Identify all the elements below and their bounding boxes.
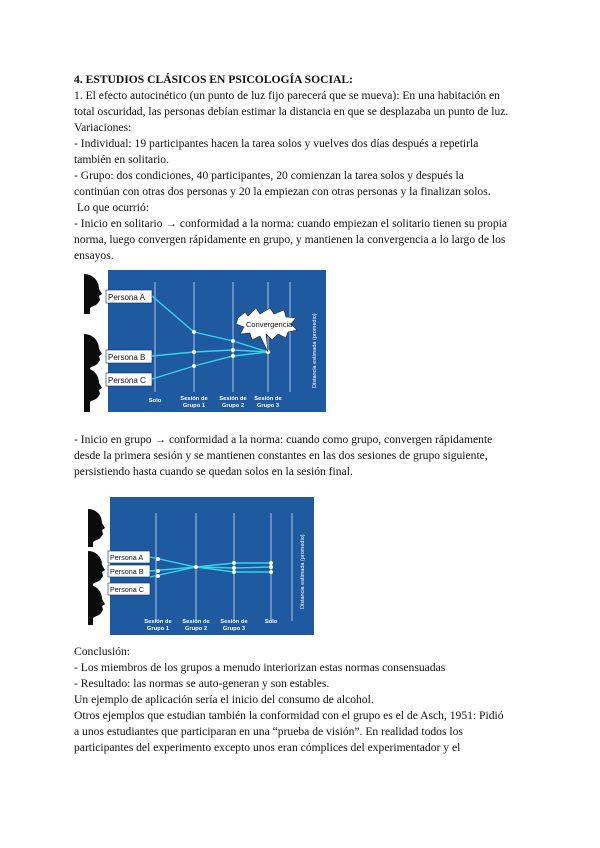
x-tick-label: Solo (148, 398, 162, 404)
data-point (232, 566, 236, 570)
person-b-label: Persona B (110, 567, 144, 576)
text-line: Un ejemplo de aplicación sería el inicio del consumo de alcohol. (74, 693, 374, 706)
text-line: a unos estudiantes que participaran en una “prueba de visión”. En realidad todos los (74, 725, 463, 738)
section-heading: 4. ESTUDIOS CLÁSICOS EN PSICOLOGÍA SOCIAL: (74, 73, 353, 86)
convergence-label: Convergencia (246, 320, 293, 329)
data-point (269, 561, 273, 565)
data-point (231, 354, 235, 358)
y-axis-label: Distancia estimada (promedio) (312, 313, 318, 388)
x-tick-label: Grupo 3 (256, 403, 280, 409)
x-tick-label: Solo (264, 619, 278, 625)
data-point (269, 565, 273, 569)
text-line: - Individual: 19 participantes hacen la tarea solos y vuelves dos días después a repetirla (74, 137, 479, 150)
x-tick-label: Sesión de (180, 396, 208, 402)
x-tick-label: Sesión de (182, 619, 210, 625)
text-line: - Resultado: las normas se auto-generan y son estables. (74, 677, 330, 690)
data-point (232, 570, 236, 574)
text-line: ensayos. (74, 249, 114, 262)
text-line: Conclusión: (74, 645, 131, 658)
y-axis-label: Distancia estimada (promedio) (300, 534, 306, 609)
data-point (194, 565, 198, 569)
text-line: Otros ejemplos que estudian también la conformidad con el grupo es el de Asch, 1951: Pidió (74, 709, 504, 722)
text-line: 1. El efecto autocinético (un punto de luz fijo parecerá que se mueva): En una habitación en (74, 89, 500, 102)
x-tick-label: Sesión de (219, 396, 247, 402)
text-line: continúan con otras dos personas y 20 la empiezan con otras personas y la finalizan solos. (74, 185, 491, 198)
x-tick-label: Sesión de (254, 396, 282, 402)
data-point (192, 364, 196, 368)
text-line: - Inicio en solitario → conformidad a la norma: cuando empiezan el solitario tienen su propia (74, 217, 508, 230)
x-tick-label: Grupo 3 (222, 626, 246, 632)
person-b-label: Persona B (108, 353, 146, 362)
text-line: Lo que ocurrió: (74, 201, 150, 214)
x-tick-label: Grupo 1 (146, 626, 170, 632)
text-line: total oscuridad, las personas debían estimar la distancia en que se desplazaba un punto de luz. (74, 105, 509, 118)
text-line: norma, luego convergen rápidamente en grupo, y mantienen la convergencia a lo largo de los (74, 233, 506, 246)
person-a-label: Persona A (110, 553, 144, 562)
person-c-label: Persona C (108, 376, 146, 385)
person-c-label: Persona C (110, 585, 144, 594)
text-line: participantes del experimento excepto unos eran cómplices del experimentador y el (74, 741, 461, 754)
data-point (269, 570, 273, 574)
text-line: persistiendo hasta cuando se quedan solos en la sesión final. (74, 465, 353, 478)
text-line: - Grupo: dos condiciones, 40 participantes, 20 comienzan la tarea solos y después la (74, 169, 464, 182)
data-point (156, 569, 160, 573)
data-point (192, 330, 196, 334)
text-line: - Los miembros de los grupos a menudo interiorizan estas normas consensuadas (74, 661, 446, 674)
text-line: - Inicio en grupo → conformidad a la norma: cuando como grupo, convergen rápidamente (74, 433, 493, 446)
text-line: desde la primera sesión y se mantienen constantes en las dos sesiones de grupo siguiente, (74, 449, 488, 462)
x-tick-label: Sesión de (144, 619, 172, 625)
figure-1-chart (82, 270, 326, 412)
text-line: Variaciones: (74, 121, 132, 134)
x-tick-label: Sesión de (220, 619, 248, 625)
x-tick-label: Grupo 2 (221, 403, 245, 409)
x-tick-label: Grupo 2 (184, 626, 208, 632)
x-tick-label: Grupo 1 (182, 403, 206, 409)
text-line: también en solitario. (74, 153, 169, 166)
person-a-label: Persona A (108, 293, 145, 302)
data-point (231, 348, 235, 352)
figure-2-chart (86, 497, 314, 635)
data-point (232, 561, 236, 565)
data-point (231, 339, 235, 343)
data-point (156, 574, 160, 578)
data-point (192, 350, 196, 354)
data-point (156, 557, 160, 561)
